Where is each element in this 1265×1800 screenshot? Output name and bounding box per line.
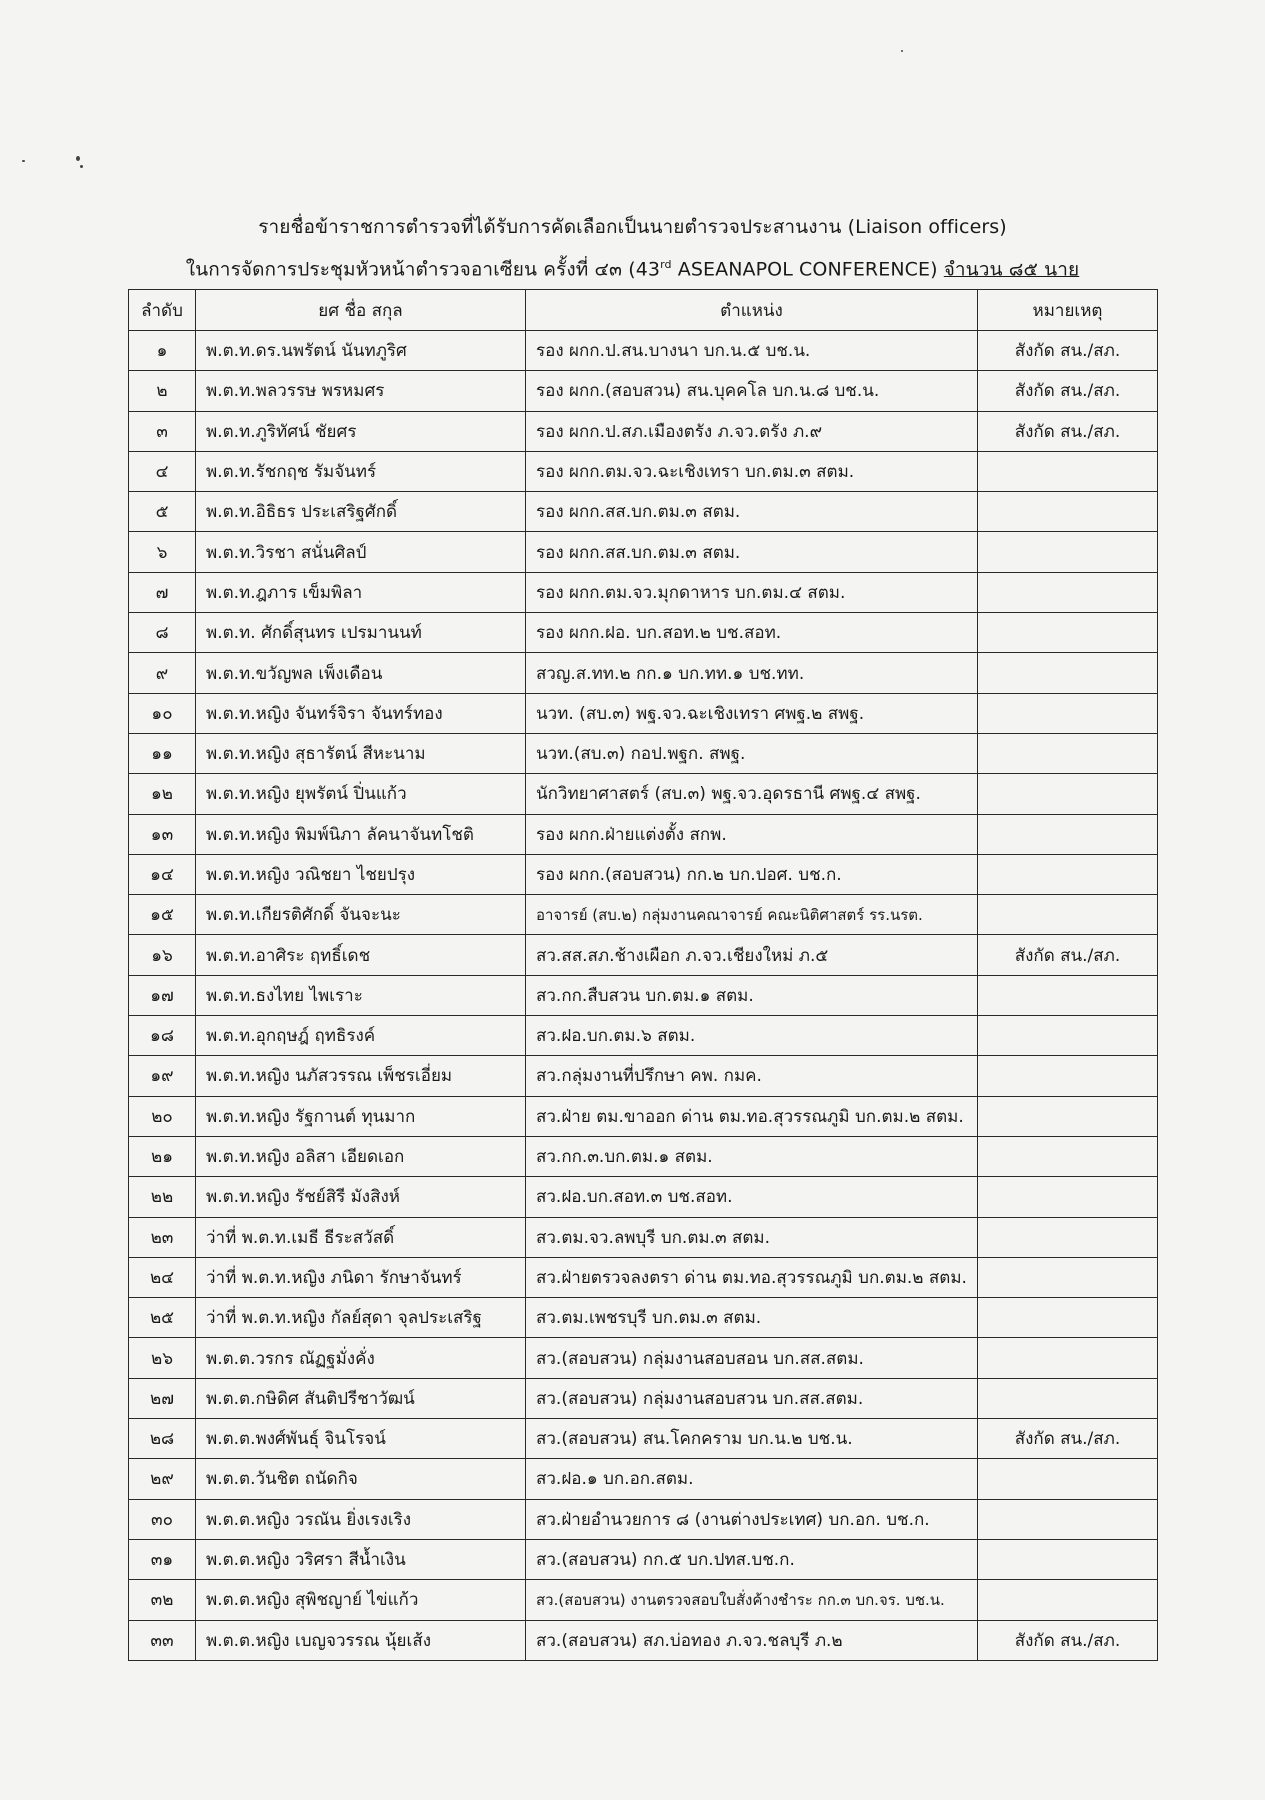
cell-name: พ.ต.ท.อิธิธร ประเสริฐศักดิ์ [196,492,526,532]
table-row [129,1620,1158,1660]
cell-remark [978,532,1158,572]
cell-position: รอง ผกก.ตม.จว.ฉะเชิงเทรา บก.ตม.๓ สตม. [526,451,978,491]
cell-remark [978,1136,1158,1176]
cell-position: สว.(สอบสวน) งานตรวจสอบใบสั่งค้างชำระ กก.๓ บก.จร. บช.น. [526,1580,978,1620]
cell-name: พ.ต.ท.เกียรติศักดิ์ จันจะนะ [196,895,526,935]
cell-remark: สังกัด สน./สภ. [978,1419,1158,1459]
cell-position: รอง ผกก.ฝ่ายแต่งตั้ง สกพ. [526,814,978,854]
table-row [129,572,1158,612]
cell-remark [978,1459,1158,1499]
cell-position: นวท.(สบ.๓) กอป.พฐก. สพฐ. [526,733,978,773]
cell-remark: สังกัด สน./สภ. [978,331,1158,371]
cell-name: พ.ต.ต.พงศ์พันธุ์ จินโรจน์ [196,1419,526,1459]
cell-order: ๓ [129,411,196,451]
cell-name: พ.ต.ท.อุกฤษฎ์ ฤทธิรงค์ [196,1016,526,1056]
cell-name: พ.ต.ท.หญิง วณิชยา ไชยปรุง [196,854,526,894]
cell-remark [978,1499,1158,1539]
cell-order: ๑๓ [129,814,196,854]
cell-remark [978,492,1158,532]
cell-name: พ.ต.ต.กษิดิศ สันติปรีชาวัฒน์ [196,1378,526,1418]
table-row [129,814,1158,854]
scan-speck [22,160,25,162]
table-row [129,1056,1158,1096]
cell-position: สว.(สอบสวน) กลุ่มงานสอบสอน บก.สส.สตม. [526,1338,978,1378]
cell-order: ๒๗ [129,1378,196,1418]
cell-remark [978,1378,1158,1418]
cell-order: ๑๔ [129,854,196,894]
cell-position: สว.ฝอ.บก.สอท.๓ บช.สอท. [526,1177,978,1217]
cell-name: พ.ต.ต.วรกร ณัฏฐมั่งคั่ง [196,1338,526,1378]
table-row [129,492,1158,532]
cell-position: สว.ฝ่ายตรวจลงตรา ด่าน ตม.ทอ.สุวรรณภูมิ บก.ตม.๒ สตม. [526,1257,978,1297]
cell-order: ๒ [129,371,196,411]
scan-speck [901,50,903,52]
cell-order: ๑๕ [129,895,196,935]
table-row [129,1338,1158,1378]
cell-order: ๗ [129,572,196,612]
cell-order: ๑ [129,331,196,371]
table-row [129,653,1158,693]
cell-remark [978,733,1158,773]
cell-position: สว.ตม.จว.ลพบุรี บก.ตม.๓ สตม. [526,1217,978,1257]
officer-table [128,289,1158,1661]
cell-name: ว่าที่ พ.ต.ท.หญิง ภนิดา รักษาจันทร์ [196,1257,526,1297]
cell-name: ว่าที่ พ.ต.ท.เมธี ธีระสวัสดิ์ [196,1217,526,1257]
cell-remark [978,1096,1158,1136]
cell-position: สว.(สอบสวน) สภ.บ่อทอง ภ.จว.ชลบุรี ภ.๒ [526,1620,978,1660]
cell-position: สว.กก.๓.บก.ตม.๑ สตม. [526,1136,978,1176]
cell-remark [978,1580,1158,1620]
cell-remark [978,653,1158,693]
cell-remark [978,1177,1158,1217]
document-title [0,213,1265,241]
cell-remark [978,693,1158,733]
cell-name: พ.ต.ต.หญิง วรณัน ยิ่งเรงเริง [196,1499,526,1539]
cell-remark [978,613,1158,653]
cell-position: สว.ฝอ.๑ บก.อก.สตม. [526,1459,978,1499]
cell-remark: สังกัด สน./สภ. [978,411,1158,451]
title-count: จำนวน ๘๕ นาย [943,258,1080,281]
cell-name: พ.ต.ท.หญิง รัฐกานต์ ทุนมาก [196,1096,526,1136]
cell-order: ๑๗ [129,975,196,1015]
table-row [129,331,1158,371]
cell-remark [978,1298,1158,1338]
cell-order: ๓๒ [129,1580,196,1620]
cell-order: ๒๓ [129,1217,196,1257]
table-row [129,895,1158,935]
cell-position: สว.ฝอ.บก.ตม.๖ สตม. [526,1016,978,1056]
cell-name: พ.ต.ท.ภูริทัศน์ ชัยศร [196,411,526,451]
cell-order: ๒๙ [129,1459,196,1499]
cell-name: พ.ต.ท.ธงไทย ไพเราะ [196,975,526,1015]
table-row [129,613,1158,653]
table-row [129,1539,1158,1579]
cell-position: รอง ผกก.ฝอ. บก.สอท.๒ บช.สอท. [526,613,978,653]
cell-order: ๑๙ [129,1056,196,1096]
cell-name: พ.ต.ต.หญิง สุพิชญาย์ ไข่แก้ว [196,1580,526,1620]
cell-position: รอง ผกก.ป.สภ.เมืองตรัง ภ.จว.ตรัง ภ.๙ [526,411,978,451]
table-row [129,532,1158,572]
cell-name: พ.ต.ท.พลวรรษ พรหมศร [196,371,526,411]
table-row [129,1096,1158,1136]
cell-position: นวท. (สบ.๓) พฐ.จว.ฉะเชิงเทรา ศพฐ.๒ สพฐ. [526,693,978,733]
table-row [129,1378,1158,1418]
cell-order: ๕ [129,492,196,532]
cell-order: ๒๒ [129,1177,196,1217]
cell-name: พ.ต.ท.หญิง ยุพรัตน์ ปิ่นแก้ว [196,774,526,814]
cell-position: สว.(สอบสวน) กลุ่มงานสอบสวน บก.สส.สตม. [526,1378,978,1418]
cell-order: ๒๑ [129,1136,196,1176]
cell-position: รอง ผกก.สส.บก.ตม.๓ สตม. [526,532,978,572]
cell-order: ๑๑ [129,733,196,773]
cell-name: พ.ต.ท.ดร.นพรัตน์ นันทภูริศ [196,331,526,371]
table-header [129,290,1158,331]
cell-order: ๑๖ [129,935,196,975]
cell-position: รอง ผกก.(สอบสวน) กก.๒ บก.ปอศ. บช.ก. [526,854,978,894]
cell-order: ๖ [129,532,196,572]
cell-order: ๙ [129,653,196,693]
table-row [129,975,1158,1015]
cell-remark [978,774,1158,814]
table-row [129,1136,1158,1176]
header-remark: หมายเหตุ [978,290,1158,331]
cell-order: ๔ [129,451,196,491]
cell-order: ๑๒ [129,774,196,814]
cell-order: ๒๘ [129,1419,196,1459]
header-order: ลำดับ [129,290,196,331]
cell-remark [978,451,1158,491]
scan-speck [80,165,83,168]
cell-order: ๒๔ [129,1257,196,1297]
title-line-1: รายชื่อข้าราชการตำรวจที่ได้รับการคัดเลือกเป็นนายตำรวจประสานงาน (Liaison officers) [258,216,1007,238]
cell-name: พ.ต.ท.หญิง นภัสวรรณ เพ็ชรเอี่ยม [196,1056,526,1096]
cell-name: พ.ต.ท.หญิง พิมพ์นิภา ลัคนาจันทโชติ [196,814,526,854]
cell-position: สว.ตม.เพชรบุรี บก.ตม.๓ สตม. [526,1298,978,1338]
table-row [129,935,1158,975]
cell-order: ๓๐ [129,1499,196,1539]
cell-position: สว.กลุ่มงานที่ปรึกษา คพ. กมค. [526,1056,978,1096]
table-row [129,1298,1158,1338]
cell-order: ๓๑ [129,1539,196,1579]
cell-remark [978,572,1158,612]
cell-name: ว่าที่ พ.ต.ท.หญิง กัลย์สุดา จุลประเสริฐ [196,1298,526,1338]
cell-name: พ.ต.ท.หญิง อลิสา เอียดเอก [196,1136,526,1176]
cell-remark [978,1016,1158,1056]
cell-position: รอง ผกก.ตม.จว.มุกดาหาร บก.ตม.๔ สตม. [526,572,978,612]
table-row [129,1217,1158,1257]
table-row [129,411,1158,451]
cell-position: สว.กก.สืบสวน บก.ตม.๑ สตม. [526,975,978,1015]
header-name: ยศ ชื่อ สกุล [196,290,526,331]
cell-remark [978,1056,1158,1096]
cell-name: พ.ต.ท.หญิง จันทร์จิรา จันทร์ทอง [196,693,526,733]
cell-name: พ.ต.ท.ฎภาร เข็มพิลา [196,572,526,612]
cell-position: รอง ผกก.(สอบสวน) สน.บุคคโล บก.น.๘ บช.น. [526,371,978,411]
header-row [129,290,1158,331]
table-row [129,1580,1158,1620]
cell-name: พ.ต.ท.หญิง รัชย์สิรี มังสิงห์ [196,1177,526,1217]
cell-remark [978,1217,1158,1257]
cell-order: ๑๘ [129,1016,196,1056]
table-row [129,1016,1158,1056]
cell-order: ๒๖ [129,1338,196,1378]
cell-position: อาจารย์ (สบ.๒) กลุ่มงานคณาจารย์ คณะนิติศาสตร์ รร.นรต. [526,895,978,935]
cell-position: สว.ฝ่าย ตม.ขาออก ด่าน ตม.ทอ.สุวรรณภูมิ บก.ตม.๒ สตม. [526,1096,978,1136]
cell-order: ๒๐ [129,1096,196,1136]
title-line-2-sup: rd [660,258,672,271]
cell-position: สว.(สอบสวน) กก.๕ บก.ปทส.บช.ก. [526,1539,978,1579]
table-row [129,1459,1158,1499]
title-line-2-prefix: ในการจัดการประชุมหัวหน้าตำรวจอาเซียน ครั้งที่ ๔๓ (43 [185,258,661,281]
cell-order: ๘ [129,613,196,653]
cell-position: รอง ผกก.สส.บก.ตม.๓ สตม. [526,492,978,532]
cell-name: พ.ต.ท.รัชกฤช รัมจันทร์ [196,451,526,491]
title-line-2-mid: ASEANAPOL CONFERENCE) [671,258,944,281]
cell-position: สว.(สอบสวน) สน.โคกคราม บก.น.๒ บช.น. [526,1419,978,1459]
table-row [129,371,1158,411]
cell-position: สว.ฝ่ายอำนวยการ ๘ (งานต่างประเทศ) บก.อก. บช.ก. [526,1499,978,1539]
cell-remark [978,1338,1158,1378]
table-row [129,693,1158,733]
cell-order: ๒๕ [129,1298,196,1338]
cell-remark: สังกัด สน./สภ. [978,935,1158,975]
cell-order: ๑๐ [129,693,196,733]
cell-name: พ.ต.ต.หญิง วริศรา สีน้ำเงิน [196,1539,526,1579]
cell-name: พ.ต.ต.หญิง เบญจวรรณ นุ้ยเส้ง [196,1620,526,1660]
cell-name: พ.ต.ท.หญิง สุธารัตน์ สีหะนาม [196,733,526,773]
cell-remark [978,1539,1158,1579]
table-row [129,1499,1158,1539]
cell-name: พ.ต.ท. ศักดิ์สุนทร เปรมานนท์ [196,613,526,653]
document-subtitle [0,251,1265,283]
cell-name: พ.ต.ท.ขวัญพล เพ็งเดือน [196,653,526,693]
cell-position: นักวิทยาศาสตร์ (สบ.๓) พฐ.จว.อุดรธานี ศพฐ.๔ สพฐ. [526,774,978,814]
cell-remark: สังกัด สน./สภ. [978,371,1158,411]
cell-remark [978,975,1158,1015]
table-row [129,451,1158,491]
cell-name: พ.ต.ท.วิรชา สนั่นศิลป์ [196,532,526,572]
cell-position: รอง ผกก.ป.สน.บางนา บก.น.๕ บช.น. [526,331,978,371]
cell-remark [978,895,1158,935]
cell-remark [978,854,1158,894]
table-row [129,1257,1158,1297]
scan-speck [76,156,80,161]
cell-remark [978,814,1158,854]
cell-name: พ.ต.ท.อาศิระ ฤทธิ์เดช [196,935,526,975]
cell-name: พ.ต.ต.วันชิต ถนัดกิจ [196,1459,526,1499]
cell-remark: สังกัด สน./สภ. [978,1620,1158,1660]
header-position: ตำแหน่ง [526,290,978,331]
table-row [129,774,1158,814]
table-row [129,1419,1158,1459]
cell-position: สว.สส.สภ.ช้างเผือก ภ.จว.เชียงใหม่ ภ.๕ [526,935,978,975]
table-row [129,1177,1158,1217]
table-body [129,331,1158,1661]
cell-remark [978,1257,1158,1297]
table-row [129,733,1158,773]
cell-order: ๓๓ [129,1620,196,1660]
cell-position: สวญ.ส.ทท.๒ กก.๑ บก.ทท.๑ บช.ทท. [526,653,978,693]
table-row [129,854,1158,894]
